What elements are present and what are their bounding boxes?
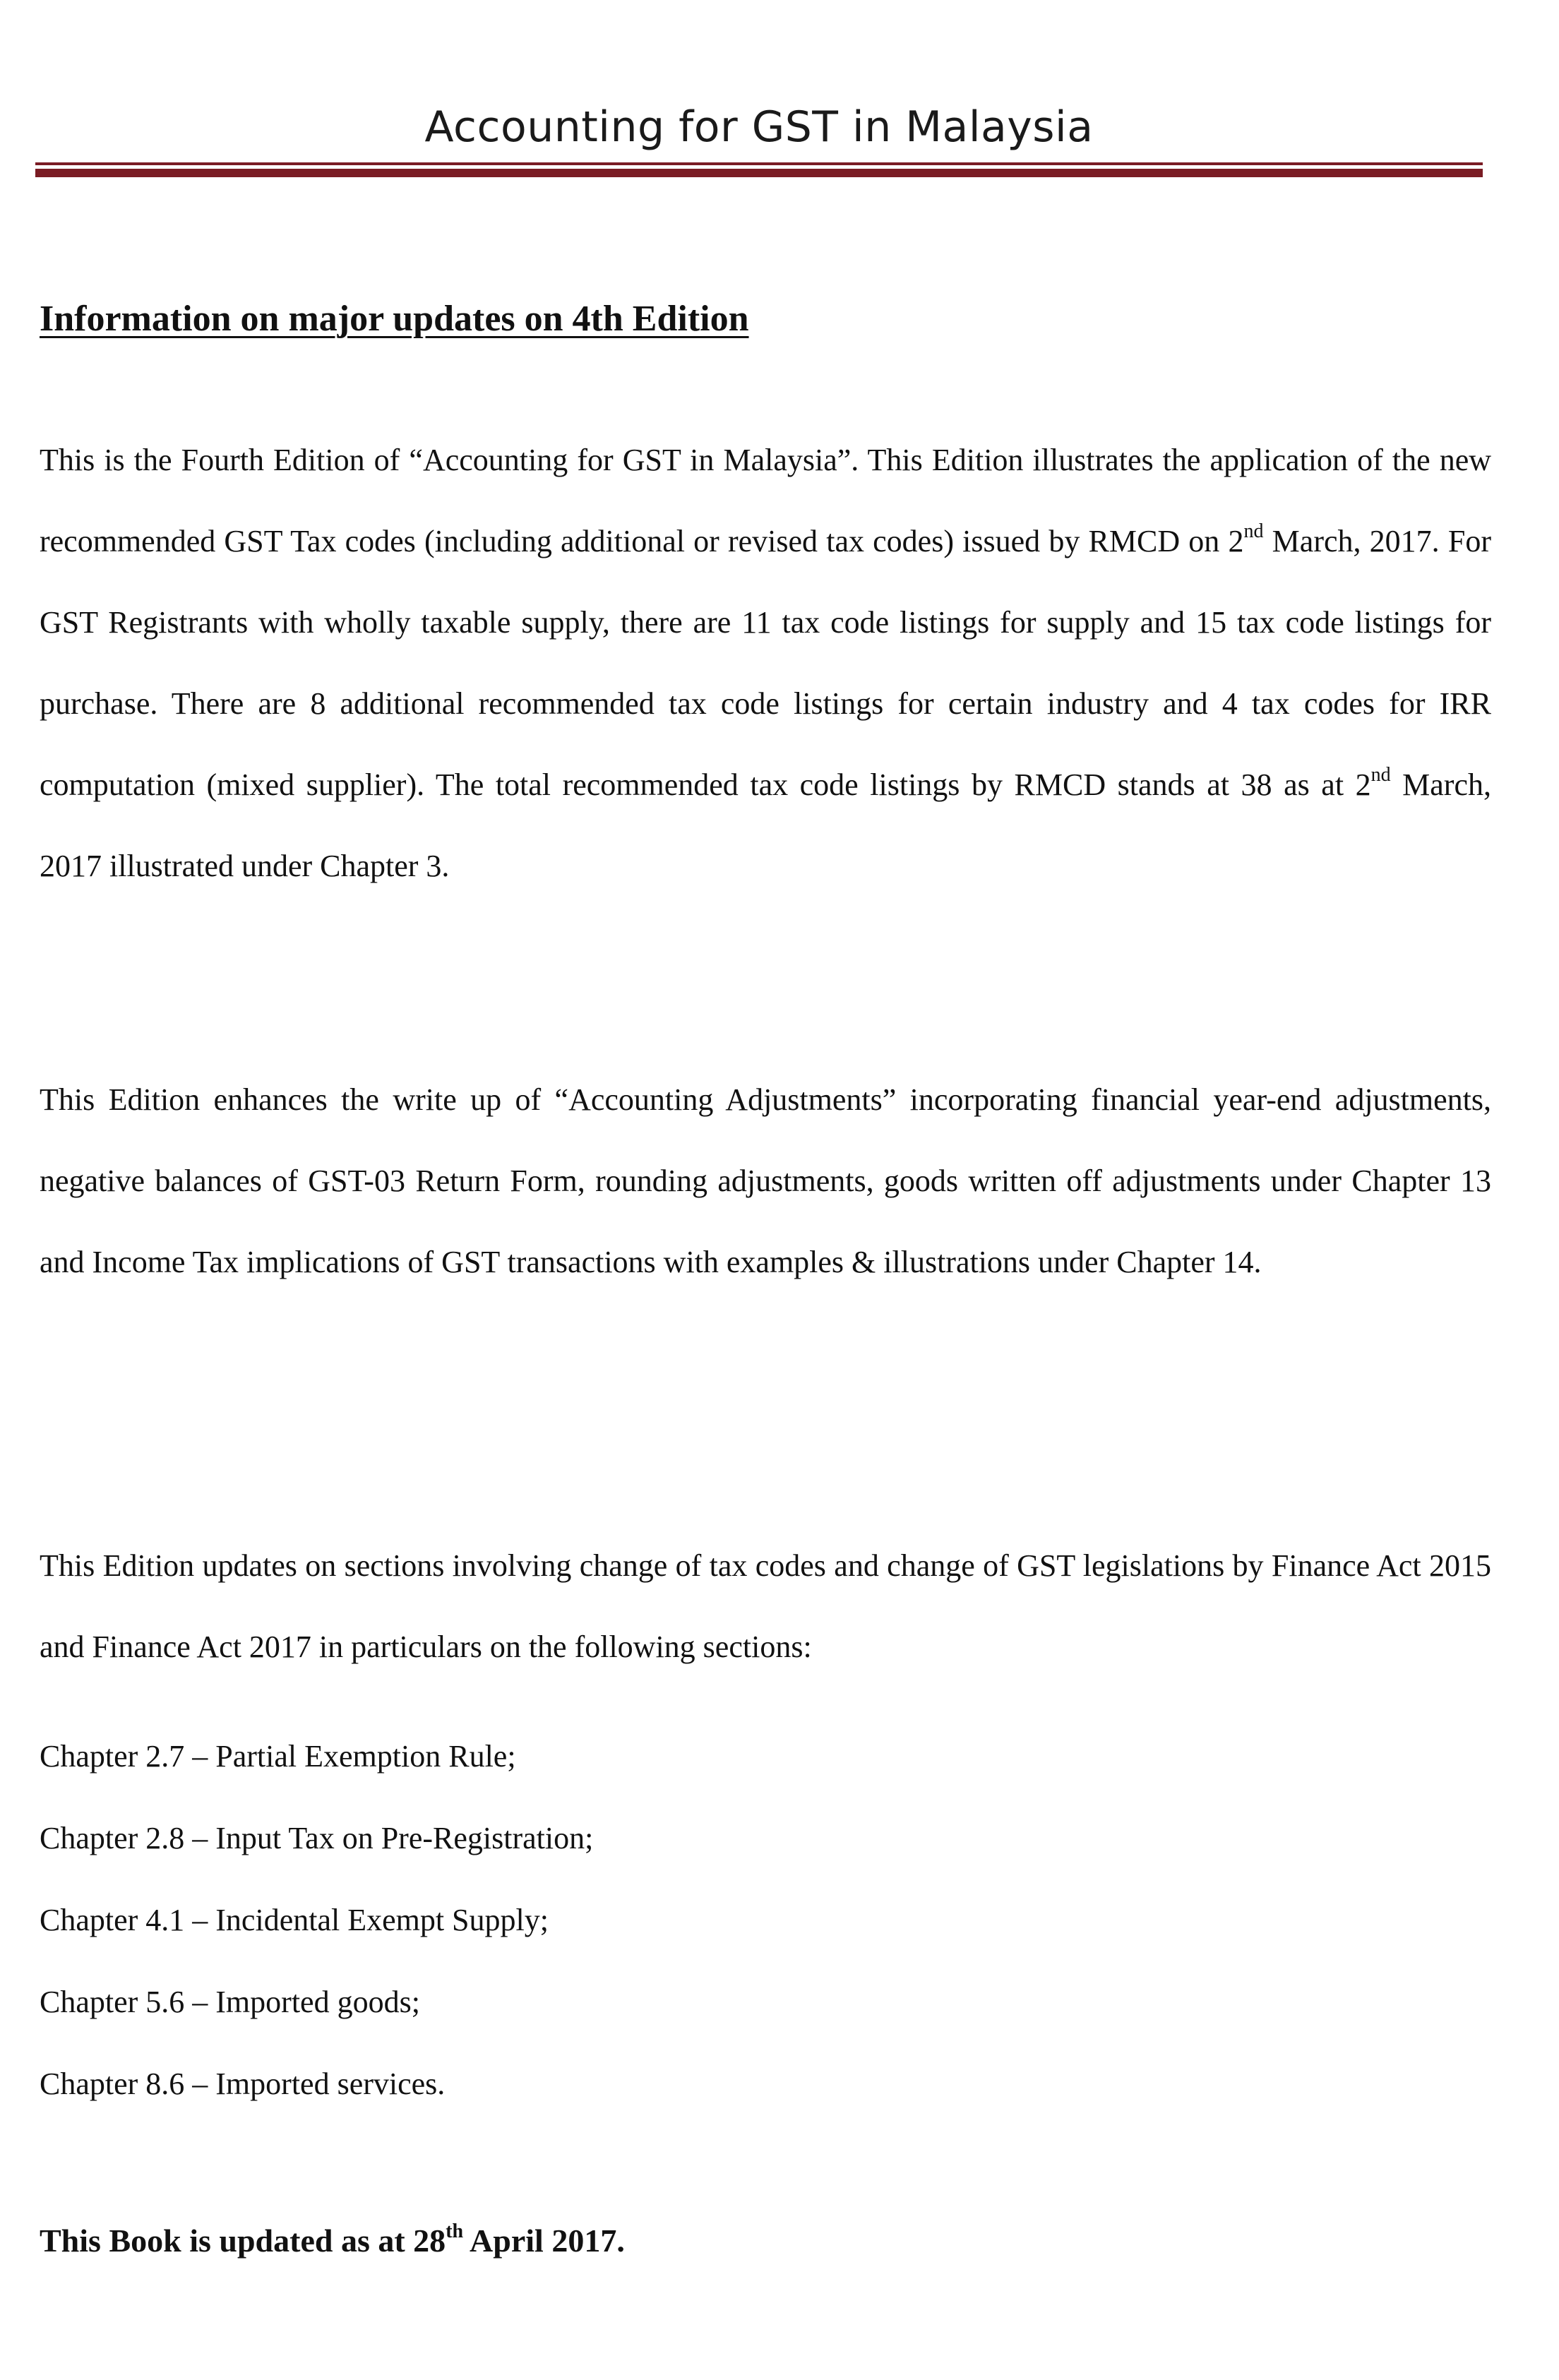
list-item: Chapter 2.7 – Partial Exemption Rule; (40, 1739, 516, 1774)
footer-text-b: April 2017. (463, 2223, 625, 2259)
paragraph1-text-b: March, 2017. For GST Registrants with wholly taxable supply, there are 11 tax code listings for supply and 15 tax code listings for purchase. There are 8 additional recommended tax code listings for certain industry and 4 tax codes for IRR computation (mixed supplier). The total recommended tax code listings by RMCD stands at 38 as at 2 (40, 524, 1491, 802)
list-item: Chapter 2.8 – Input Tax on Pre-Registration; (40, 1821, 594, 1855)
paragraph1-text-a: This is the Fourth Edition of “Accounting for GST in Malaysia”. This Edition illustrates the application of the new recommended GST Tax codes (including additional or revised tax codes) issued by RMCD on 2 (40, 443, 1491, 558)
list-item: Chapter 8.6 – Imported services. (40, 2067, 446, 2101)
paragraph1-text-c: March, 2017 illustrated under Chapter 3. (40, 767, 1491, 883)
superscript-th: th (446, 2220, 464, 2242)
header-title: Accounting for GST in Malaysia (424, 102, 1094, 152)
page-header (35, 97, 1483, 182)
header-rule-thick (35, 169, 1483, 177)
paragraph-accounting-adjustments: This Edition enhances the write up of “Accounting Adjustments” incorporating financial year-end adjustments, negative balances of GST-03 Return Form, rounding adjustments, goods written off adjustments under Chapter 13 and Income Tax implications of GST transactions with examples & illustrations under Chapter 14. (40, 1082, 1491, 1279)
list-item: Chapter 5.6 – Imported goods; (40, 1985, 420, 2019)
superscript-nd-1: nd (1243, 520, 1264, 543)
chapter-list (40, 1716, 593, 2125)
superscript-nd-2: nd (1370, 764, 1391, 787)
header-rule-thin (35, 162, 1483, 165)
list-item: Chapter 4.1 – Incidental Exempt Supply; (40, 1903, 549, 1937)
section-heading: Information on major updates on 4th Edition (40, 299, 749, 339)
footer-text-a: This Book is updated as at 28 (40, 2223, 446, 2259)
paragraph-legislation-updates: This Edition updates on sections involving change of tax codes and change of GST legislations by Finance Act 2015 and Finance Act 2017 in particulars on the following sections: (40, 1548, 1491, 1664)
update-date-note (40, 2215, 625, 2266)
paragraph-fourth-edition (40, 419, 1491, 907)
